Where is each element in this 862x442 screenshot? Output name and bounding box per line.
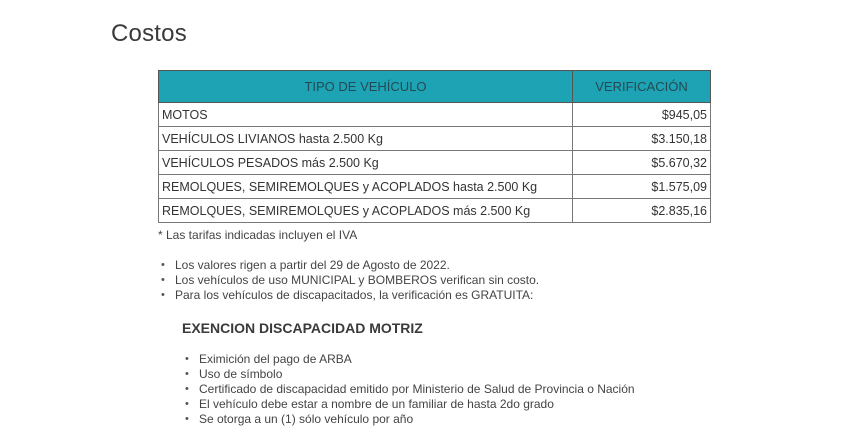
vehicle-type-cell: REMOLQUES, SEMIREMOLQUES y ACOPLADOS más 2.500 Kg [159, 199, 573, 223]
vehicle-type-cell: MOTOS [159, 103, 573, 127]
list-item: • Certificado de discapacidad emitido por Ministerio de Salud de Provincia o Nación [199, 382, 635, 397]
table-header-row [159, 71, 711, 103]
table-row [159, 103, 711, 127]
list-item: • Se otorga a un (1) sólo vehículo por año [199, 412, 635, 427]
table-row [159, 199, 711, 223]
table-row [159, 151, 711, 175]
price-cell: $3.150,18 [573, 127, 711, 151]
list-item: • Los vehículos de uso MUNICIPAL y BOMBEROS verifican sin costo. [175, 273, 539, 288]
tax-note: * Las tarifas indicadas incluyen el IVA [158, 228, 358, 242]
list-item: • Eximición del pago de ARBA [199, 352, 635, 367]
info-list [158, 258, 539, 303]
price-cell: $1.575,09 [573, 175, 711, 199]
exemption-title: EXENCION DISCAPACIDAD MOTRIZ [182, 320, 423, 336]
costs-table [158, 70, 711, 223]
vehicle-type-cell: VEHÍCULOS LIVIANOS hasta 2.500 Kg [159, 127, 573, 151]
column-header-vehicle-type: TIPO DE VEHÍCULO [159, 71, 573, 103]
price-cell: $945,05 [573, 103, 711, 127]
list-item: • Los valores rigen a partir del 29 de Agosto de 2022. [175, 258, 539, 273]
table-row [159, 127, 711, 151]
list-item: • Para los vehículos de discapacitados, la verificación es GRATUITA: [175, 288, 539, 303]
price-cell: $2.835,16 [573, 199, 711, 223]
exemption-list [182, 352, 635, 427]
page-title: Costos [111, 20, 187, 47]
column-header-verification: VERIFICACIÓN [573, 71, 711, 103]
table-row [159, 175, 711, 199]
vehicle-type-cell: VEHÍCULOS PESADOS más 2.500 Kg [159, 151, 573, 175]
list-item: • Uso de símbolo [199, 367, 635, 382]
price-cell: $5.670,32 [573, 151, 711, 175]
list-item: • El vehículo debe estar a nombre de un familiar de hasta 2do grado [199, 397, 635, 412]
vehicle-type-cell: REMOLQUES, SEMIREMOLQUES y ACOPLADOS hasta 2.500 Kg [159, 175, 573, 199]
